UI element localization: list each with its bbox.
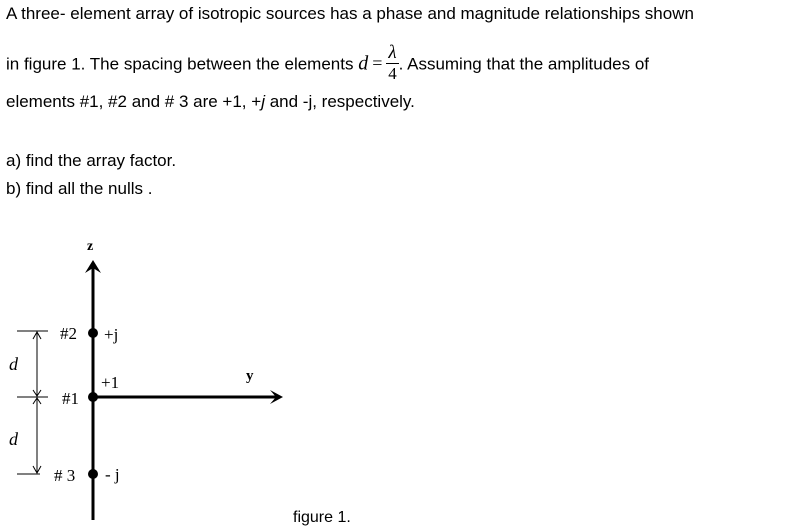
element-1-label: #1 bbox=[62, 389, 79, 408]
array-figure bbox=[0, 228, 320, 528]
problem-line-3 bbox=[6, 92, 415, 112]
lambda-over-four-fraction bbox=[386, 43, 398, 83]
element-1-dot bbox=[88, 392, 98, 402]
problem-text-3a: elements #1, #2 and # 3 are +1, + bbox=[6, 92, 262, 111]
part-a-text: a) find the array factor. bbox=[6, 151, 177, 170]
imaginary-unit-j: j bbox=[261, 92, 265, 111]
element-2-dot bbox=[88, 328, 98, 338]
question-part-b bbox=[6, 179, 152, 199]
spacing-label-lower: d bbox=[9, 429, 18, 449]
z-axis-label: z bbox=[87, 239, 94, 254]
spacing-label-upper: d bbox=[9, 354, 18, 374]
fraction-numerator: λ bbox=[388, 42, 397, 63]
problem-text-2b: . Assuming that the amplitudes of bbox=[398, 54, 650, 74]
question-part-a bbox=[6, 151, 176, 171]
element-2-label: #2 bbox=[60, 324, 77, 343]
figure-caption: figure 1. bbox=[293, 509, 351, 526]
y-axis-label: y bbox=[246, 368, 254, 384]
element-2-value: +j bbox=[104, 325, 119, 344]
equals-sign: = bbox=[372, 53, 383, 74]
spacing-variable: d bbox=[358, 52, 369, 75]
problem-line-2 bbox=[6, 42, 650, 85]
problem-text-1: A three- element array of isotropic sources has a phase and magnitude relationships shown bbox=[6, 4, 694, 23]
element-3-dot bbox=[88, 469, 98, 479]
element-3-label: # 3 bbox=[54, 466, 76, 485]
element-3-value: - j bbox=[105, 465, 120, 484]
problem-text-2a: in figure 1. The spacing between the elements bbox=[6, 54, 354, 74]
part-b-text: b) find all the nulls . bbox=[6, 179, 153, 198]
fraction-denominator: 4 bbox=[388, 64, 397, 83]
problem-text-3b: and -j bbox=[264, 92, 313, 111]
problem-text-3c: , respectively. bbox=[312, 92, 415, 111]
problem-line-1 bbox=[6, 4, 694, 24]
element-1-value: +1 bbox=[101, 373, 120, 392]
